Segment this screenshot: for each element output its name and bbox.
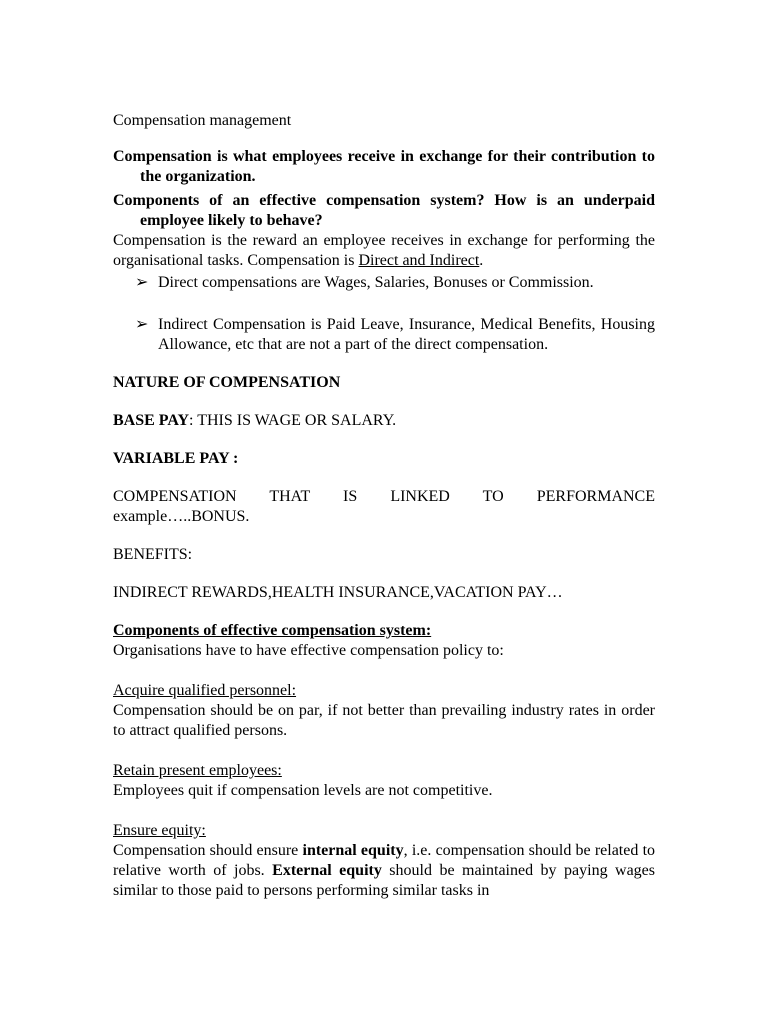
bullet-text: Direct compensations are Wages, Salaries, Bonuses or Commission. — [158, 274, 594, 291]
base-pay-line — [113, 411, 655, 431]
equity-text-2: , i.e. compensation should be related to relative worth of jobs. — [113, 842, 656, 879]
definition-paragraph: Compensation is what employees receive in exchange for their contribution to the organization. — [113, 148, 655, 185]
document-body — [113, 111, 655, 901]
acquire-heading: Acquire qualified personnel: — [113, 682, 297, 699]
question-paragraph: Components of an effective compensation system? How is an underpaid employee likely to behave? — [113, 192, 655, 229]
benefits-label: BENEFITS: — [113, 546, 193, 563]
internal-equity-term: internal equity — [302, 842, 404, 859]
bullet-text: Indirect Compensation is Paid Leave, Insurance, Medical Benefits, Housing Allowance, etc that are not a part of the direct compensation. — [158, 316, 655, 353]
benefits-text: INDIRECT REWARDS,HEALTH INSURANCE,VACATION PAY… — [113, 584, 563, 601]
components-intro: Organisations have to have effective compensation policy to: — [113, 642, 504, 659]
equity-heading: Ensure equity: — [113, 822, 206, 839]
retain-heading: Retain present employees: — [113, 762, 282, 779]
external-equity-term: External equity — [272, 862, 382, 879]
reward-text: Compensation is the reward an employee receives in exchange for performing the organisational tasks. Compensation is — [113, 232, 655, 269]
components-heading: Components of effective compensation system: — [113, 622, 432, 639]
acquire-text: Compensation should be on par, if not better than prevailing industry rates in order to attract qualified persons. — [113, 702, 655, 739]
document-title: Compensation management — [113, 112, 292, 129]
nature-heading: NATURE OF COMPENSATION — [113, 374, 341, 391]
base-pay-label: BASE PAY — [113, 412, 190, 429]
reward-paragraph — [113, 231, 655, 271]
base-pay-text: : THIS IS WAGE OR SALARY. — [189, 412, 397, 429]
bullet-arrow-icon: ➢ — [135, 274, 149, 291]
bullet-item-indirect — [113, 315, 655, 355]
retain-text: Employees quit if compensation levels are not competitive. — [113, 782, 493, 799]
direct-indirect-text: Direct and Indirect — [358, 252, 480, 269]
bullet-item-direct — [113, 273, 655, 293]
equity-text-3: should be maintained by paying wages similar to those paid to persons performing similar tasks in — [113, 862, 656, 899]
reward-end: . — [479, 252, 484, 269]
equity-text-1: Compensation should ensure — [113, 842, 303, 859]
equity-paragraph — [113, 841, 655, 901]
variable-pay-text-line2: example…..BONUS. — [113, 508, 250, 525]
bullet-arrow-icon: ➢ — [135, 316, 149, 333]
variable-pay-text-line1: COMPENSATION THAT IS LINKED TO PERFORMANCE — [113, 488, 655, 505]
variable-pay-label: VARIABLE PAY : — [113, 450, 239, 467]
